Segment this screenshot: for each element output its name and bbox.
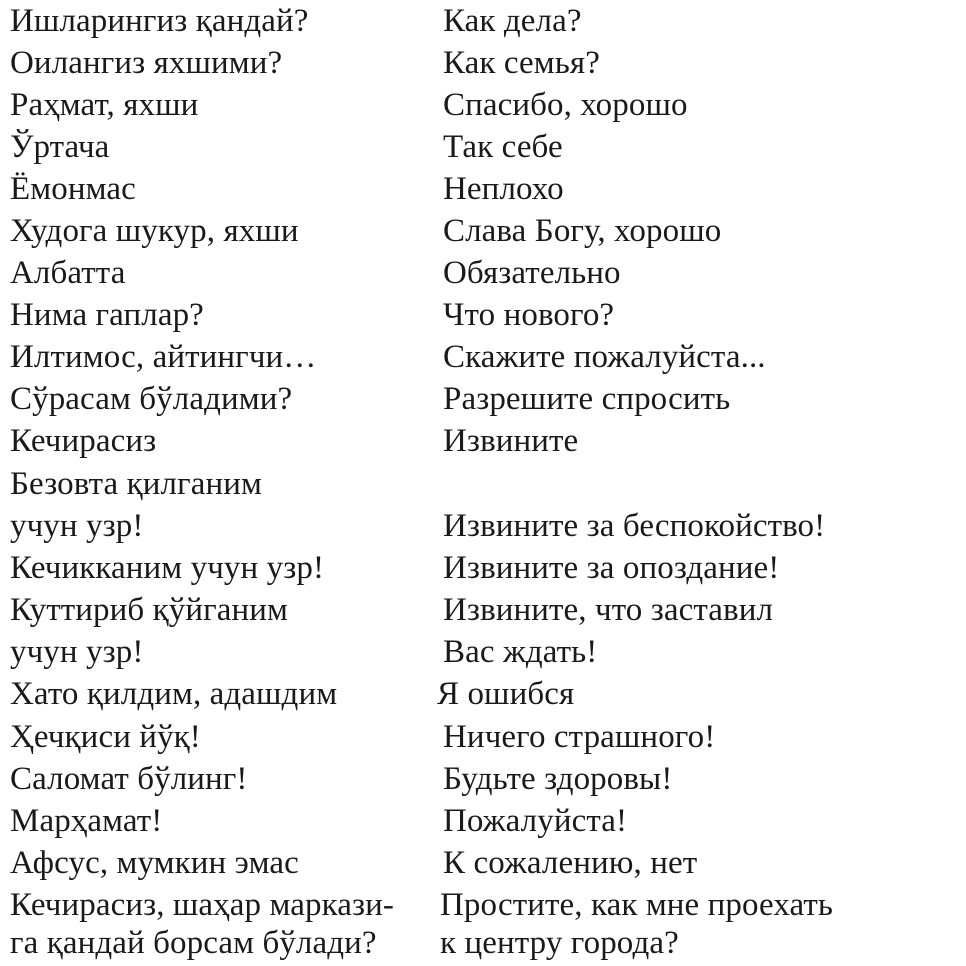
phrase-row — [0, 589, 966, 631]
phrase-row — [0, 922, 966, 964]
phrase-row — [0, 168, 966, 210]
russian-translation: Вас ждать! — [443, 634, 598, 670]
russian-translation: Извините, что заставил — [443, 592, 774, 628]
uzbek-phrase: учун узр! — [10, 634, 144, 670]
russian-translation: Неплохо — [443, 171, 564, 207]
russian-translation: Как дела? — [443, 3, 582, 39]
uzbek-phrase: Илтимос, айтингчи… — [10, 339, 317, 375]
uzbek-phrase: Афсус, мумкин эмас — [10, 845, 299, 881]
uzbek-phrase: Кечикканим учун узр! — [10, 550, 325, 586]
uzbek-phrase: Ҳечқиси йўқ! — [10, 719, 201, 755]
russian-translation: Скажите пожалуйста... — [443, 339, 766, 375]
uzbek-phrase: Кечирасиз — [10, 423, 157, 459]
russian-translation: Слава Богу, хорошо — [443, 213, 722, 249]
russian-translation: К сожалению, нет — [443, 845, 698, 881]
phrase-row — [0, 547, 966, 589]
russian-translation: к центру города? — [440, 925, 679, 961]
uzbek-phrase: Хато қилдим, адашдим — [10, 676, 338, 712]
russian-translation: Будьте здоровы! — [443, 761, 673, 797]
uzbek-phrase: Марҳамат! — [10, 803, 163, 839]
phrase-row — [0, 210, 966, 252]
phrase-row — [0, 463, 966, 505]
uzbek-phrase: га қандай борсам бўлади? — [10, 925, 377, 961]
phrase-row — [0, 631, 966, 673]
uzbek-phrase: учун узр! — [10, 508, 144, 544]
uzbek-phrase: Кечирасиз, шаҳар маркази- — [10, 887, 394, 923]
russian-translation: Извините за беспокойство! — [443, 508, 826, 544]
russian-translation: Так себе — [443, 129, 563, 165]
phrase-row — [0, 716, 966, 758]
uzbek-phrase: Куттириб қўйганим — [10, 592, 289, 628]
uzbek-phrase: Албатта — [10, 255, 126, 291]
russian-translation: Извините за опоздание! — [443, 550, 780, 586]
uzbek-phrase: Саломат бўлинг! — [10, 761, 248, 797]
uzbek-phrase: Раҳмат, яхши — [10, 87, 199, 123]
phrase-row — [0, 884, 966, 926]
uzbek-phrase: Нима гаплар? — [10, 297, 204, 333]
russian-translation: Спасибо, хорошо — [443, 87, 688, 123]
phrase-row — [0, 420, 966, 462]
russian-translation: Как семья? — [443, 45, 600, 81]
phrase-row — [0, 252, 966, 294]
russian-translation: Ничего страшного! — [443, 719, 716, 755]
russian-translation: Простите, как мне проехать — [440, 887, 834, 923]
phrase-row — [0, 673, 966, 715]
phrase-row — [0, 336, 966, 378]
russian-translation: Что нового? — [443, 297, 615, 333]
phrase-row — [0, 842, 966, 884]
russian-translation: Извините — [443, 423, 579, 459]
phrase-row — [0, 42, 966, 84]
uzbek-phrase: Ёмонмас — [10, 171, 136, 207]
phrase-row — [0, 294, 966, 336]
uzbek-phrase: Оилангиз яхшими? — [10, 45, 283, 81]
russian-translation: Обязательно — [443, 255, 621, 291]
uzbek-phrase: Худога шукур, яхши — [10, 213, 299, 249]
phrase-row — [0, 84, 966, 126]
phrase-row — [0, 0, 966, 42]
phrase-row — [0, 505, 966, 547]
uzbek-phrase: Ўртача — [10, 129, 110, 165]
phrase-row — [0, 126, 966, 168]
russian-translation: Разрешите спросить — [443, 381, 731, 417]
phrase-row — [0, 758, 966, 800]
phrase-row — [0, 378, 966, 420]
phrase-row — [0, 800, 966, 842]
uzbek-phrase: Сўрасам бўладими? — [10, 381, 293, 417]
russian-translation: Пожалуйста! — [443, 803, 628, 839]
uzbek-phrase: Безовта қилганим — [10, 466, 262, 502]
uzbek-phrase: Ишларингиз қандай? — [10, 3, 309, 39]
russian-translation: Я ошибся — [437, 676, 575, 712]
